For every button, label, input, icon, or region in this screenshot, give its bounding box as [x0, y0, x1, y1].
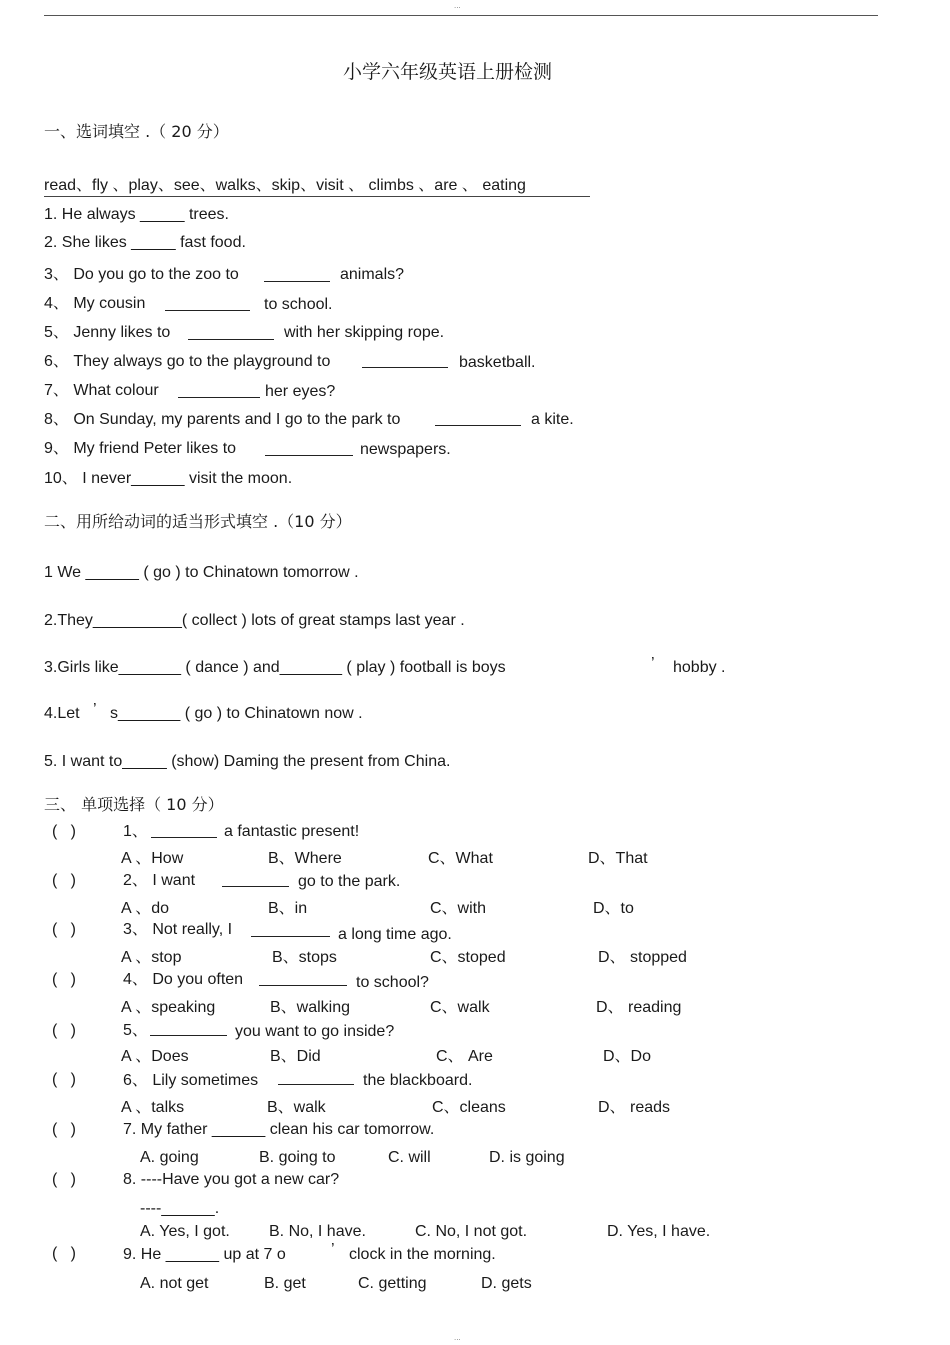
s2-item-4-apostrophe: ’	[93, 701, 97, 718]
s1-item-8-post: a kite.	[531, 411, 574, 428]
q6-option-c: C、cleans	[432, 1099, 506, 1116]
q3-option-d: D、 stopped	[598, 949, 687, 966]
s2-item-4-pre: 4.Let	[44, 705, 80, 722]
answer-paren[interactable]: ( )	[52, 872, 76, 889]
s1-item-3-pre: 3、 Do you go to the zoo to	[44, 266, 239, 283]
answer-paren[interactable]: ( )	[52, 823, 76, 840]
s1-item-8-blank[interactable]	[435, 425, 521, 426]
q5-option-d: D、Do	[603, 1048, 652, 1065]
s1-item-9-blank[interactable]	[265, 455, 353, 456]
s1-item-9-pre: 9、 My friend Peter likes to	[44, 440, 237, 457]
s1-item-3-post: animals?	[340, 266, 405, 283]
q5-option-a: A 、Does	[121, 1048, 189, 1065]
s1-item-6-post: basketball.	[459, 354, 536, 371]
s1-item-2: 2. She likes _____ fast food.	[44, 234, 246, 251]
q4-pre: 4、 Do you often	[123, 971, 244, 988]
q7-option-c: C. will	[388, 1149, 431, 1166]
q4-option-a: A 、speaking	[121, 999, 216, 1016]
q3-pre: 3、 Not really, I	[123, 921, 233, 938]
s1-item-7-post: her eyes?	[265, 383, 336, 400]
s1-item-10: 10、 I never______ visit the moon.	[44, 470, 293, 487]
s1-item-8-pre: 8、 On Sunday, my parents and I go to the park to	[44, 411, 401, 428]
answer-paren[interactable]: ( )	[52, 1245, 76, 1262]
q5-option-b: B、Did	[270, 1048, 321, 1065]
q4-post: to school?	[356, 974, 429, 991]
q9-option-a: A. not get	[140, 1275, 209, 1292]
answer-paren[interactable]: ( )	[52, 971, 76, 988]
q7-option-b: B. going to	[259, 1149, 336, 1166]
q7-option-d: D. is going	[489, 1149, 565, 1166]
q3-option-c: C、stoped	[430, 949, 506, 966]
q5-pre: 5、	[123, 1022, 148, 1039]
q1-pre: 1、	[123, 823, 148, 840]
q6-option-a: A 、talks	[121, 1099, 185, 1116]
q2-option-d: D、to	[593, 900, 634, 917]
q4-option-c: C、walk	[430, 999, 490, 1016]
page-title: 小学六年级英语上册检测	[343, 61, 553, 83]
s2-item-3: 3.Girls like_______ ( dance ) and_______ ( play ) football is boys	[44, 659, 506, 676]
q5-blank[interactable]	[150, 1035, 227, 1036]
q9-apostrophe: ’	[331, 1241, 335, 1258]
q6-pre: 6、 Lily sometimes	[123, 1072, 259, 1089]
q6-option-d: D、 reads	[598, 1099, 671, 1116]
answer-paren[interactable]: ( )	[52, 1171, 76, 1188]
q1-option-c: C、What	[428, 850, 493, 867]
s1-item-4-blank[interactable]	[165, 310, 250, 311]
header-dots: ...	[454, 1, 461, 10]
q1-option-d: D、That	[588, 850, 648, 867]
q5-post: you want to go inside?	[235, 1023, 395, 1040]
q6-blank[interactable]	[278, 1084, 354, 1085]
answer-paren[interactable]: ( )	[52, 921, 76, 938]
q7-option-a: A. going	[140, 1149, 199, 1166]
q8-option-a: A. Yes, I got.	[140, 1223, 230, 1240]
q2-post: go to the park.	[298, 873, 401, 890]
s2-item-4-post: s_______ ( go ) to Chinatown now .	[110, 705, 363, 722]
answer-paren[interactable]: ( )	[52, 1022, 76, 1039]
s2-item-5: 5. I want to_____ (show) Daming the present from China.	[44, 753, 451, 770]
word-bank: read、fly 、play、see、walks、skip、visit 、 climbs 、are 、 eating	[44, 177, 526, 194]
q9-option-d: D. gets	[481, 1275, 532, 1292]
q9-post: clock in the morning.	[349, 1246, 496, 1263]
s2-item-2: 2.They__________( collect ) lots of great stamps last year .	[44, 612, 465, 629]
section3-heading: 三、 单项选择（ 10 分）	[44, 795, 224, 814]
q2-option-c: C、with	[430, 900, 487, 917]
q2-blank[interactable]	[222, 886, 289, 887]
q4-option-b: B、walking	[270, 999, 351, 1016]
q3-blank[interactable]	[251, 936, 330, 937]
q2-option-a: A 、do	[121, 900, 170, 917]
s1-item-6-pre: 6、 They always go to the playground to	[44, 353, 331, 370]
q3-option-a: A 、stop	[121, 949, 182, 966]
q8-option-b: B. No, I have.	[269, 1223, 366, 1240]
q1-post: a fantastic present!	[224, 823, 360, 840]
section1-heading: 一、选词填空 .（ 20 分）	[44, 122, 229, 141]
s1-item-3-blank[interactable]	[264, 281, 330, 282]
q6-post: the blackboard.	[363, 1072, 473, 1089]
q4-option-d: D、 reading	[596, 999, 682, 1016]
q8-option-c: C. No, I not got.	[415, 1223, 528, 1240]
q2-option-b: B、in	[268, 900, 308, 917]
s2-item-3-tail: hobby .	[673, 659, 726, 676]
q1-option-a: A 、How	[121, 850, 184, 867]
section2-heading: 二、用所给动词的适当形式填空 .（10 分）	[44, 512, 352, 531]
s1-item-4-pre: 4、 My cousin	[44, 295, 146, 312]
q8-response-blank[interactable]: ----______.	[140, 1200, 220, 1217]
s2-item-3-apostrophe: ’	[651, 655, 655, 672]
footer-dots: ...	[454, 1333, 461, 1342]
s1-item-5-post: with her skipping rope.	[284, 324, 445, 341]
header-rule	[44, 15, 878, 16]
s1-item-5-blank[interactable]	[188, 339, 274, 340]
q4-blank[interactable]	[259, 985, 347, 986]
q6-option-b: B、walk	[267, 1099, 326, 1116]
q7-text: 7. My father ______ clean his car tomorrow.	[123, 1121, 435, 1138]
word-bank-underline	[44, 196, 590, 197]
q1-option-b: B、Where	[268, 850, 342, 867]
answer-paren[interactable]: ( )	[52, 1071, 76, 1088]
s1-item-6-blank[interactable]	[362, 367, 448, 368]
q2-pre: 2、 I want	[123, 872, 196, 889]
s1-item-7-pre: 7、 What colour	[44, 382, 159, 399]
answer-paren[interactable]: ( )	[52, 1121, 76, 1138]
q8-option-d: D. Yes, I have.	[607, 1223, 711, 1240]
q1-blank[interactable]	[151, 837, 217, 838]
s2-item-1: 1 We ______ ( go ) to Chinatown tomorrow .	[44, 564, 359, 581]
s1-item-5-pre: 5、 Jenny likes to	[44, 324, 171, 341]
s1-item-7-blank[interactable]	[178, 397, 260, 398]
q8-text: 8. ----Have you got a new car?	[123, 1171, 340, 1188]
q3-option-b: B、stops	[272, 949, 337, 966]
q9-option-b: B. get	[264, 1275, 306, 1292]
q9-option-c: C. getting	[358, 1275, 427, 1292]
s1-item-9-post: newspapers.	[360, 441, 451, 458]
q3-post: a long time ago.	[338, 926, 452, 943]
s1-item-4-post: to school.	[264, 296, 333, 313]
s1-item-1: 1. He always _____ trees.	[44, 206, 229, 223]
q9-pre: 9. He ______ up at 7 o	[123, 1246, 286, 1263]
q5-option-c: C、 Are	[436, 1048, 493, 1065]
